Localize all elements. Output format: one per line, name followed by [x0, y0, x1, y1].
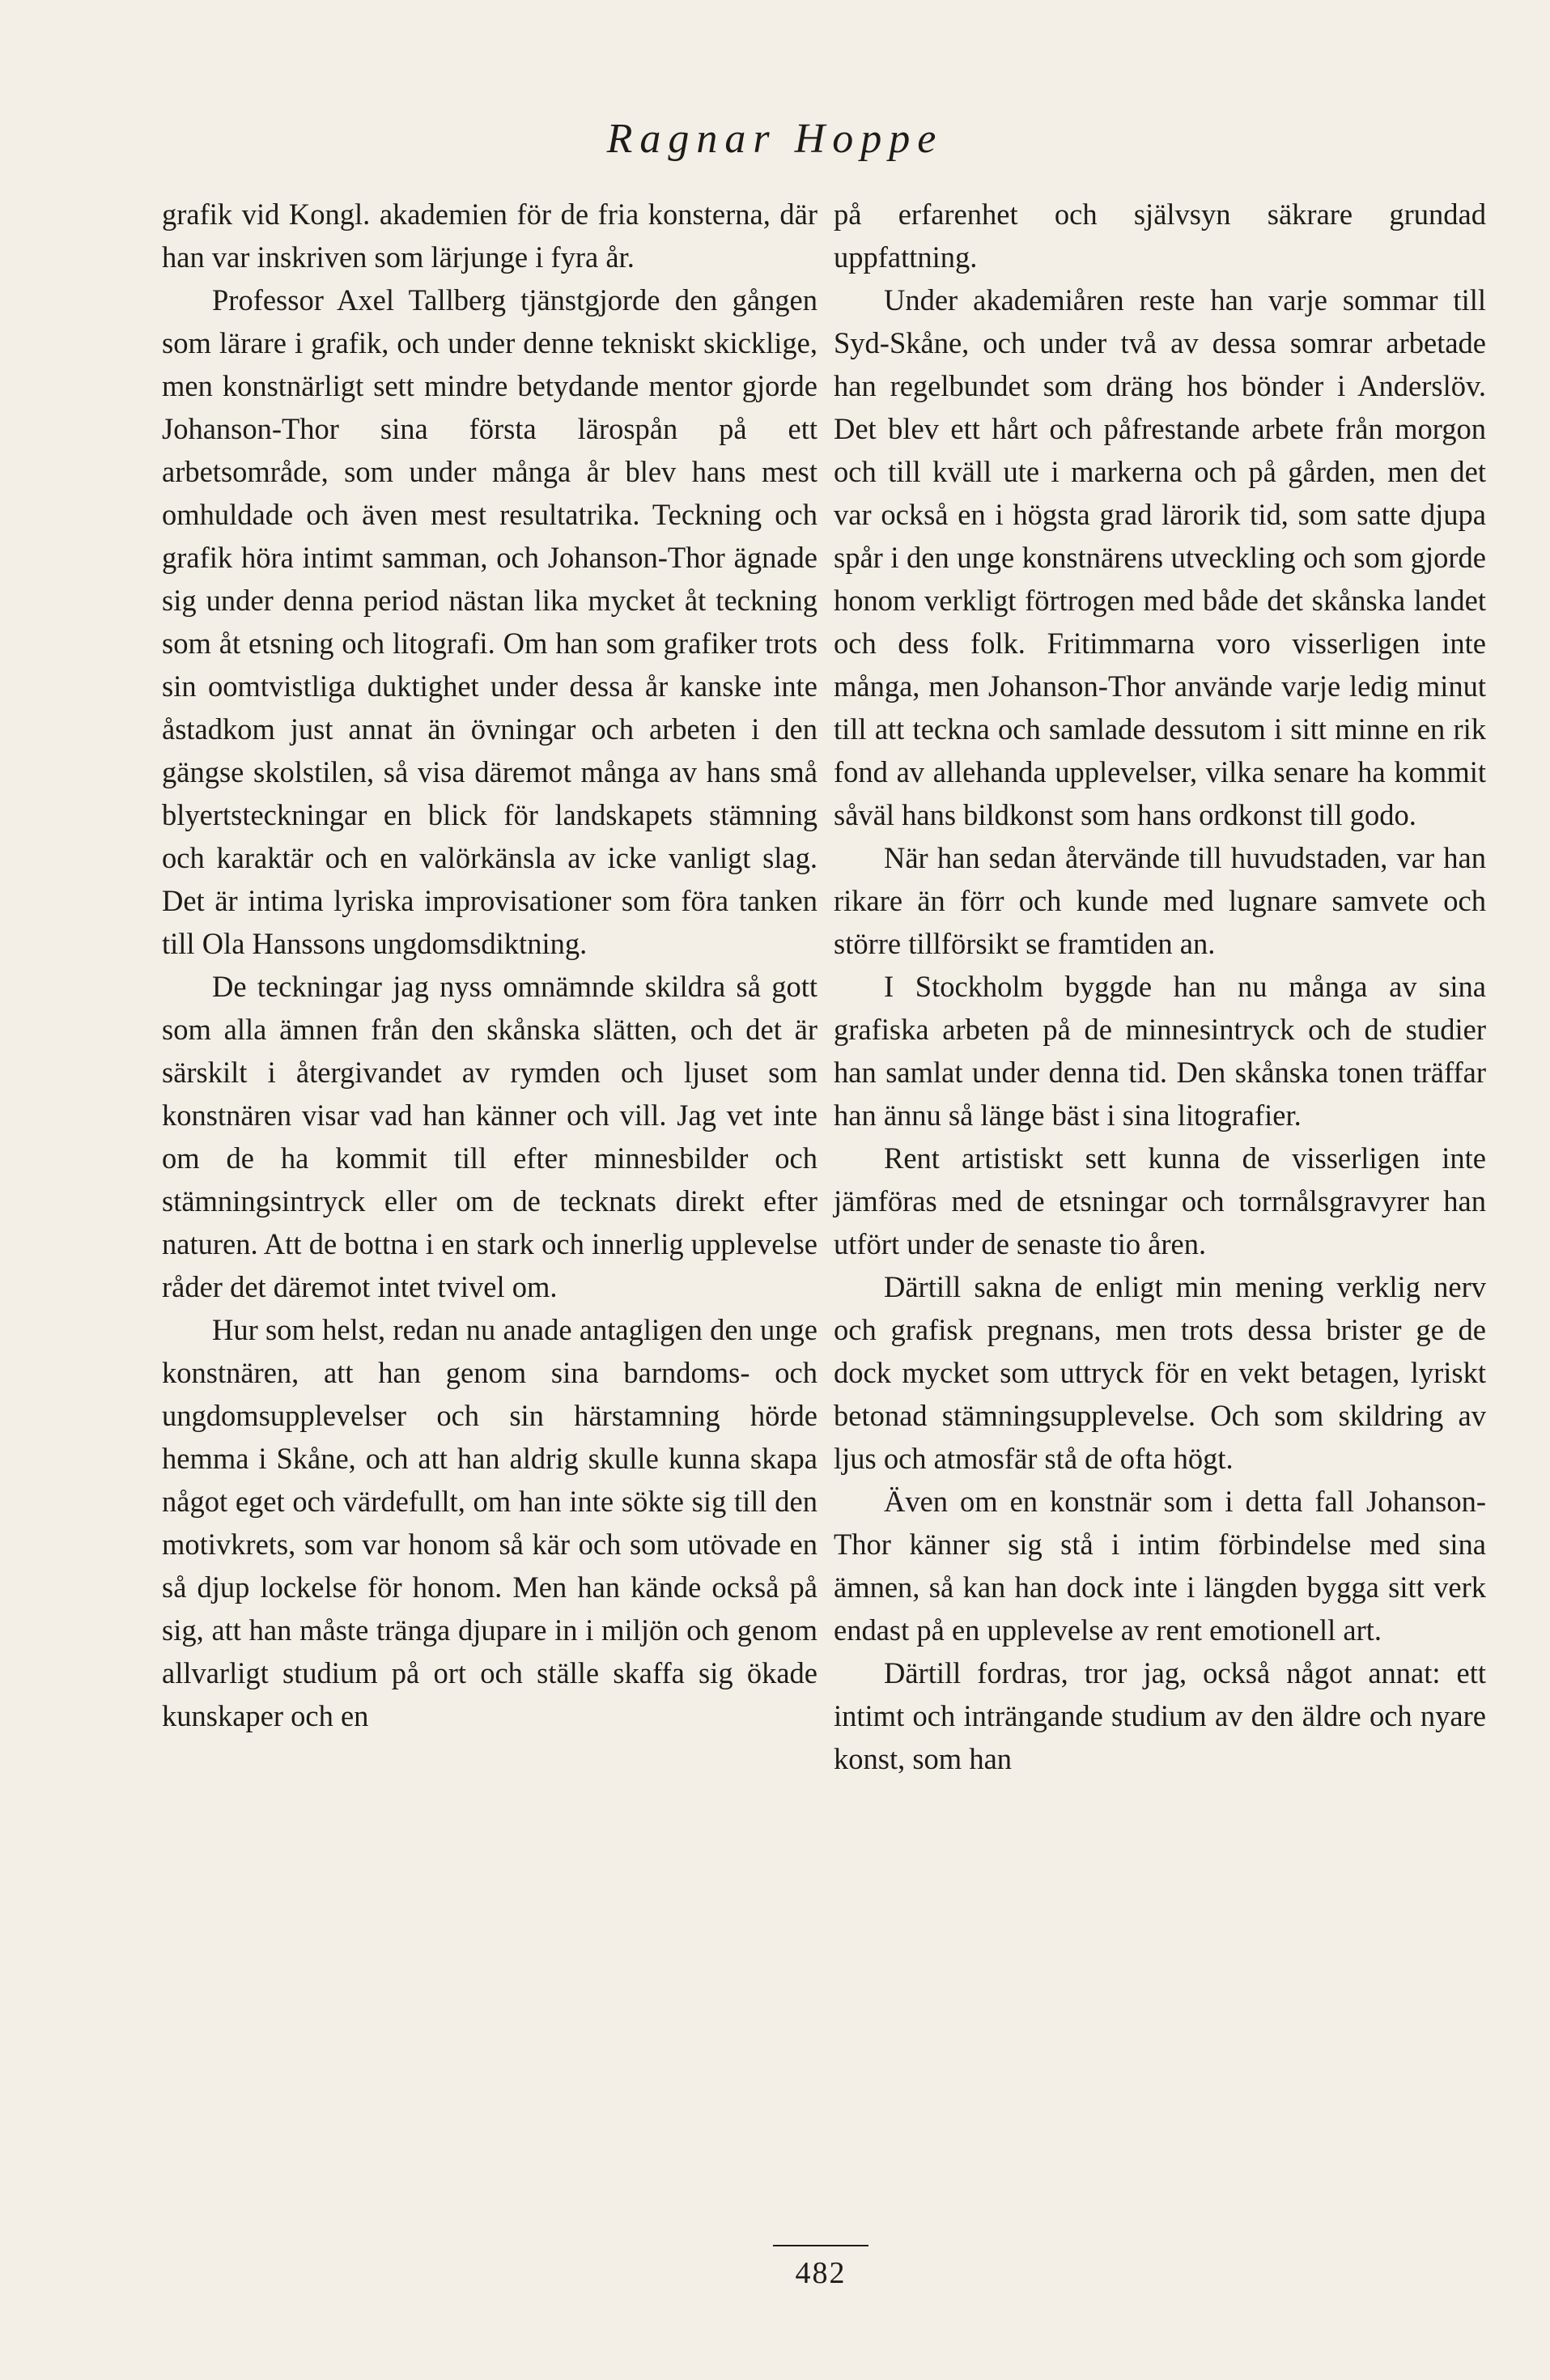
footer-rule: [773, 2245, 868, 2246]
left-text-column: [162, 193, 817, 1737]
paragraph: Professor Axel Tallberg tjänstgjorde den gången som lärare i grafik, och under denne tekniskt skicklige, men konstnärligt sett mindre betydande mentor gjorde Johanson-Thor sina första lärospån på ett arbetsområde, som under många år blev hans mest omhuldade och även mest resultatrika. Teckning och grafik höra intimt samman, och Johanson-Thor ägnade sig under denna period nästan lika mycket åt teckning som åt etsning och litografi. Om han som grafiker trots sin oomtvistliga duktighet under dessa år kanske inte åstadkom just annat än övningar och arbeten i den gängse skolstilen, så visa däremot många av hans små blyertsteckningar en blick för landskapets stämning och karaktär och en valörkänsla av icke vanligt slag. Det är intima lyriska improvisationer som föra tanken till Ola Hanssons ungdomsdiktning.: [162, 283, 817, 960]
paragraph: De teckningar jag nyss omnämnde skildra så gott som alla ämnen från den skånska slätten, och det är särskilt i återgivandet av rymden och ljuset som konstnären visar vad han känner och vill. Jag vet inte om de ha kommit till efter minnesbilder och stämningsintryck eller om de tecknats direkt efter naturen. Att de bottna i en stark och innerlig upplevelse råder det däremot intet tvivel om.: [162, 970, 817, 1303]
paragraph: Rent artistiskt sett kunna de visserligen inte jämföras med de etsningar och torrnålsgravyrer han utfört under de senaste tio åren.: [834, 1141, 1486, 1260]
paragraph: Även om en konstnär som i detta fall Johanson-Thor känner sig stå i intim förbindelse med sina ämnen, så kan han dock inte i längden bygga sitt verk endast på en upplevelse av rent emotionell art.: [834, 1485, 1486, 1647]
paragraph: Under akademiåren reste han varje sommar till Syd-Skåne, och under två av dessa somrar arbetade han regelbundet som dräng hos bönder i Anderslöv. Det blev ett hårt och påfrestande arbete från morgon och till kväll ute i markerna och på gården, men det var också en i högsta grad lärorik tid, som satte djupa spår i den unge konstnärens utveckling och som gjorde honom verkligt förtrogen med både det skånska landet och dess folk. Fritimmarna voro visserligen inte många, men Johanson-Thor använde varje ledig minut till att teckna och samlade dessutom i sitt minne en rik fond av allehanda upplevelser, vilka senare ha kommit såväl hans bildkonst som hans ordkonst till godo.: [834, 283, 1486, 831]
paragraph: Hur som helst, redan nu anade antagligen den unge konstnären, att han genom sina barndoms- och ungdomsupplevelser och sin härstamning hörde hemma i Skåne, och att han aldrig skulle kunna skapa något eget och värdefullt, om han inte sökte sig till den motivkrets, som var honom så kär och som utövade en så djup lockelse för honom. Men han kände också på sig, att han måste tränga djupare in i miljön och genom allvarligt studium på ort och ställe skaffa sig ökade kunskaper och en: [162, 1313, 817, 1732]
paragraph: på erfarenhet och självsyn säkrare grundad uppfattning.: [834, 198, 1486, 274]
paragraph: Därtill fordras, tror jag, också något annat: ett intimt och inträngande studium av den äldre och nyare konst, som han: [834, 1656, 1486, 1775]
paragraph: När han sedan återvände till huvudstaden, var han rikare än förr och kunde med lugnare samvete och större tillförsikt se framtiden an.: [834, 841, 1486, 960]
paragraph: Därtill sakna de enligt min mening verklig nerv och grafisk pregnans, men trots dessa brister ge de dock mycket som uttryck för en vekt betagen, lyriskt betonad stämningsupplevelse. Och som skildring av ljus och atmosfär stå de ofta högt.: [834, 1270, 1486, 1475]
paragraph: I Stockholm byggde han nu många av sina grafiska arbeten på de minnesintryck och de studier han samlat under denna tid. Den skånska tonen träffar han ännu så länge bäst i sina litografier.: [834, 970, 1486, 1132]
right-text-column: [834, 193, 1486, 1780]
page-number: 482: [795, 2256, 847, 2290]
paragraph: grafik vid Kongl. akademien för de fria konsterna, där han var inskriven som lärjunge i fyra år.: [162, 198, 817, 274]
running-head-author: Ragnar Hoppe: [606, 116, 944, 162]
